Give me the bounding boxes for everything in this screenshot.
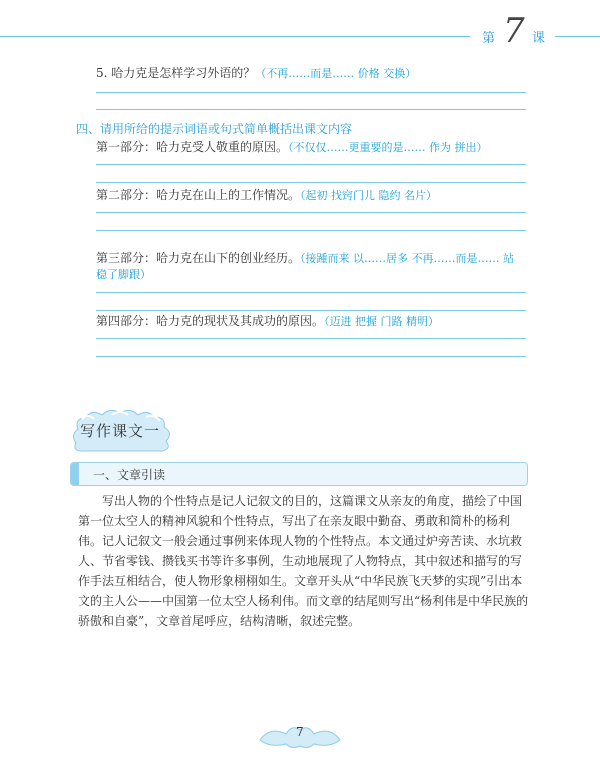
answer-line[interactable] xyxy=(96,92,526,93)
question-5 xyxy=(96,64,416,81)
part-2-hint: （起初 找窍门儿 隐约 名片） xyxy=(300,189,438,202)
part-2 xyxy=(96,186,437,203)
answer-line[interactable] xyxy=(96,338,526,339)
answer-line[interactable] xyxy=(96,310,526,311)
header-rule-right xyxy=(555,36,600,37)
guide-paragraph-text: 写出人物的个性特点是记人记叙文的目的，这篇课文从亲友的角度，描绘了中国第一位太空人的精神风貌和个性特点，写出了在亲友眼中勤奋、勇敢和简朴的杨利伟。记人记叙文一般会通过事例来体现人物的个性特点。本文通过炉旁苦读、水坑救人、节省零钱、攒钱买书等许多事例，生动地展现了人物特点，其中叙述和描写的写作手法互相结合，使人物形象栩栩如生。文章开头从“中华民族飞天梦的实现”引出本文的主人公——中国第一位太空人杨利伟。而文章的结尾则写出“杨利伟是中华民族的骄傲和自豪”，文章首尾呼应，结构清晰，叙述完整。 xyxy=(78,494,529,628)
answer-line[interactable] xyxy=(96,182,526,183)
part-4 xyxy=(96,312,439,329)
part-3-hint-cont: 稳了脚跟） xyxy=(96,268,151,281)
answer-line[interactable] xyxy=(96,109,526,110)
answer-line[interactable] xyxy=(96,356,526,357)
part-4-hint: （迈进 把握 门路 精明） xyxy=(324,315,440,328)
answer-line[interactable] xyxy=(96,212,526,213)
part-1-text: 第一部分：哈力克受人敬重的原因。 xyxy=(96,140,289,154)
answer-line[interactable] xyxy=(96,292,526,293)
lesson-label-ke: 课 xyxy=(532,31,546,46)
answer-line[interactable] xyxy=(96,230,526,231)
writing-badge-title: 写作课文一 xyxy=(80,422,161,440)
page-number: 7 xyxy=(296,725,304,739)
answer-line[interactable] xyxy=(96,164,526,165)
part-1-hint: （不仅仅……更重要的是…… 作为 拼出） xyxy=(288,141,488,154)
question-5-text: 5. 哈力克是怎样学习外语的？ xyxy=(96,66,256,80)
question-5-hint: （不再……而是…… 价格 交换） xyxy=(255,67,417,80)
part-3-hint: （接踵而来 以……居多 不再……而是…… 站 xyxy=(300,252,515,265)
part-3 xyxy=(96,249,514,266)
part-2-text: 第二部分：哈力克在山上的工作情况。 xyxy=(96,188,301,202)
part-3-text: 第三部分：哈力克在山下的创业经历。 xyxy=(96,251,301,265)
guide-bar-tab xyxy=(71,463,79,485)
lesson-number: 7 xyxy=(503,11,525,51)
lesson-label-di: 第 xyxy=(482,31,496,46)
part-1 xyxy=(96,138,488,155)
section-4-title: 四、请用所给的提示词语或句式简单概括出课文内容 xyxy=(76,122,353,136)
guide-title: 一、文章引读 xyxy=(93,468,166,482)
header-rule xyxy=(0,36,470,37)
part-4-text: 第四部分：哈力克的现状及其成功的原因。 xyxy=(96,314,325,328)
guide-paragraph xyxy=(78,491,530,631)
